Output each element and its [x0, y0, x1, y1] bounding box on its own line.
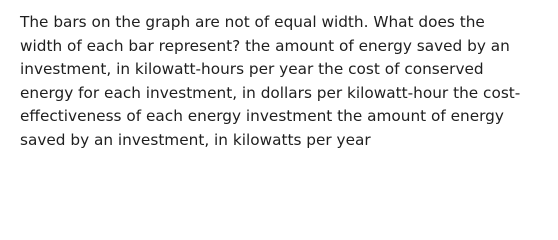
question-text: The bars on the graph are not of equal width. What does the width of each bar represent? the amount of energy saved by an investment, in kilowatt-hours per year the cost of conserved energy for each investment, in dollars per kilowatt-hour the cost- effectiveness of each energy investment the amount of energy saved by an investment, in kilowatts per year	[20, 13, 521, 149]
